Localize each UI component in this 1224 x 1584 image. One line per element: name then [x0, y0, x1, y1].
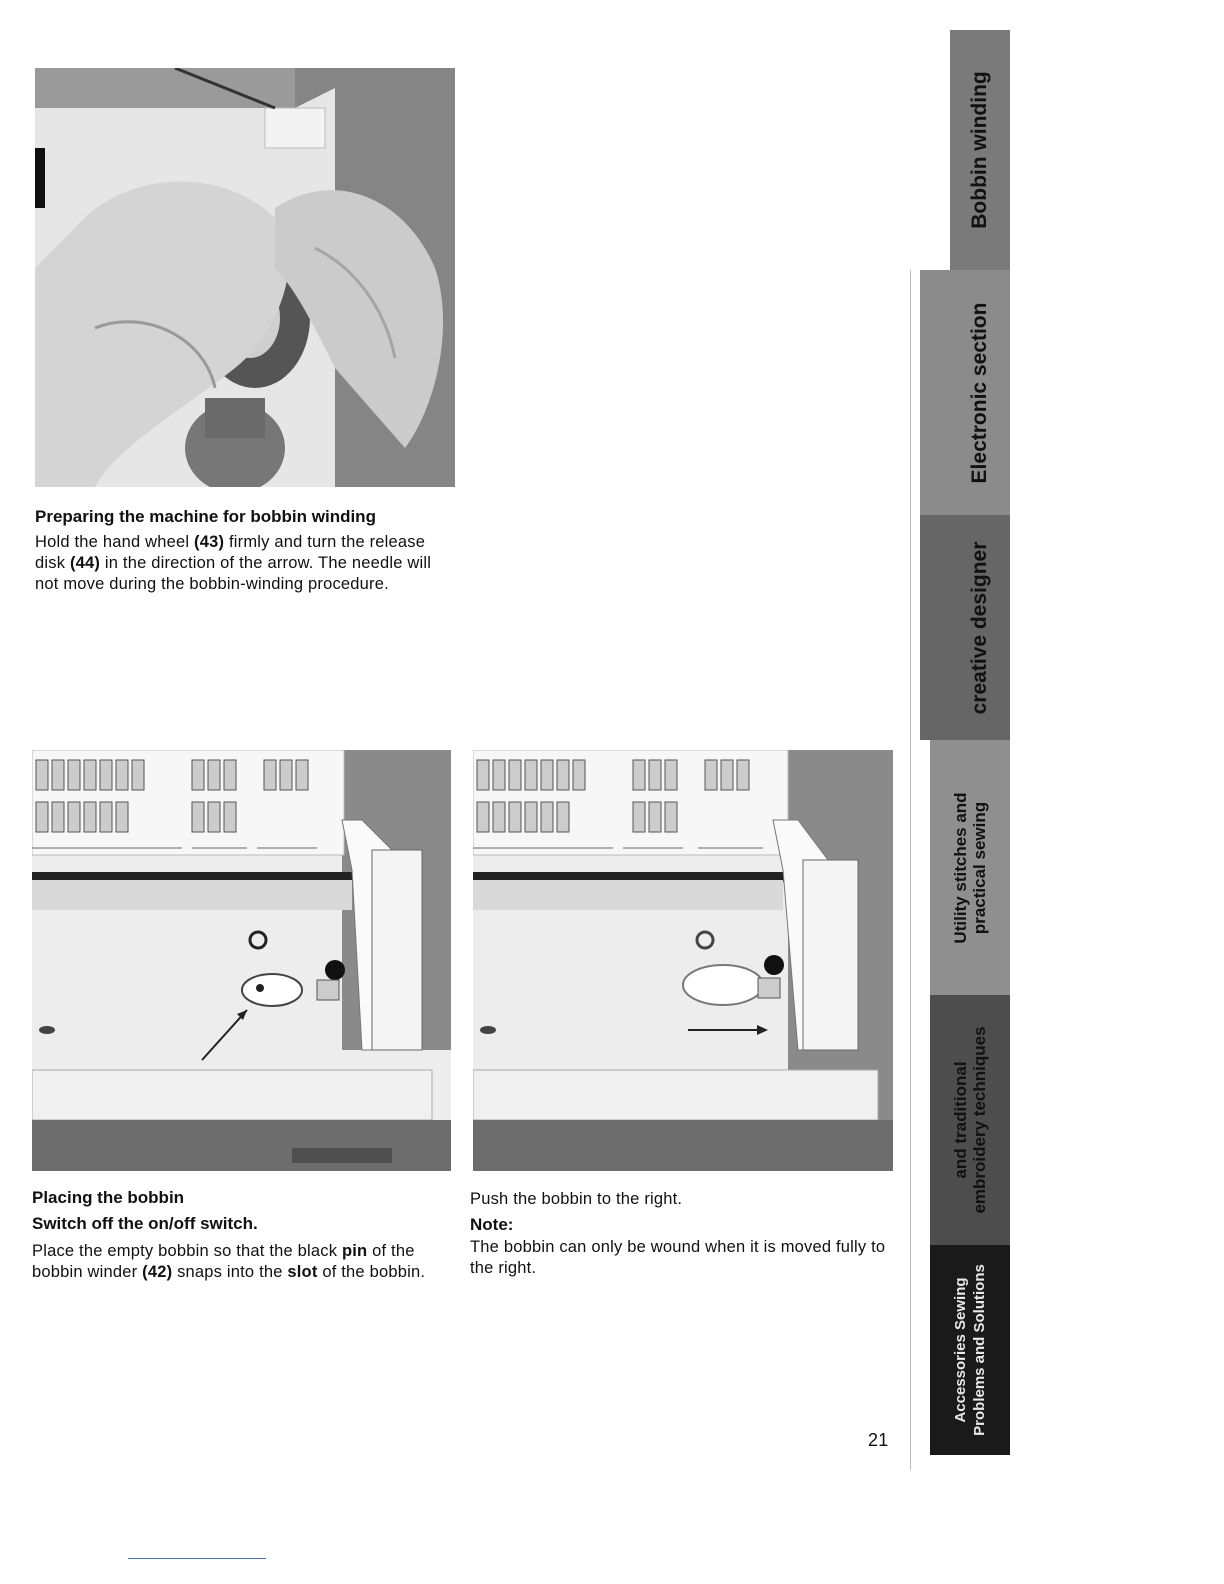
- tab-embroidery-techniques-label: [951, 1026, 989, 1213]
- tab-embroidery-techniques-line2: embroidery techniques: [970, 1026, 989, 1214]
- tab-creative-designer-label: creative designer: [968, 541, 991, 714]
- placing-bobbin-photo: [32, 750, 451, 1171]
- tab-embroidery-techniques-line1: and traditional: [951, 1061, 970, 1179]
- page-number: 21: [868, 1430, 889, 1450]
- preparing-body: Hold the hand wheel (43) firmly and turn the release disk (44) in the direction of the arrow. The needle will not move during the bobbin-winding procedure.: [35, 533, 432, 593]
- tab-utility-stitches-line1: Utility stitches and: [951, 791, 970, 944]
- tab-utility-stitches-label: [951, 792, 989, 943]
- note-label: Note:: [470, 1215, 514, 1234]
- tab-accessories-problems-label: [951, 1264, 989, 1436]
- tab-accessories-problems-line1: Accessories Sewing: [952, 1277, 969, 1423]
- placing-subtitle: Switch off the on/off switch.: [32, 1214, 258, 1233]
- push-instruction: Push the bobbin to the right.: [470, 1190, 683, 1208]
- tab-accessories-problems[interactable]: [930, 1245, 1010, 1455]
- tab-utility-stitches[interactable]: [930, 740, 1010, 995]
- placing-title: Placing the bobbin: [32, 1188, 185, 1207]
- tab-electronic-section-label: Electronic section: [968, 302, 991, 483]
- placing-bobbin-illustration: [32, 750, 451, 1171]
- hand-wheel-illustration: [35, 68, 455, 487]
- tab-bobbin-winding[interactable]: [950, 30, 1010, 270]
- tab-index-rule: [910, 270, 911, 1470]
- hand-wheel-photo: [35, 68, 455, 487]
- tab-creative-designer[interactable]: [920, 515, 1010, 740]
- tab-bobbin-winding-label: Bobbin winding: [968, 71, 991, 229]
- tab-accessories-problems-line2: Problems and Solutions: [971, 1264, 988, 1436]
- tab-utility-stitches-line2: practical sewing: [970, 801, 989, 934]
- note-text: The bobbin can only be wound when it is moved fully to the right.: [470, 1238, 886, 1277]
- push-bobbin-illustration: [473, 750, 893, 1171]
- tab-electronic-section[interactable]: [920, 270, 1010, 515]
- placing-body: Place the empty bobbin so that the black pin of the bobbin winder (42) snaps into the slot of the bobbin.: [32, 1242, 426, 1281]
- push-bobbin-photo: [473, 750, 893, 1171]
- footer-rule: [128, 1558, 266, 1559]
- tab-embroidery-techniques[interactable]: [930, 995, 1010, 1245]
- preparing-title: Preparing the machine for bobbin winding: [35, 507, 376, 526]
- tab-index: [905, 30, 1015, 1460]
